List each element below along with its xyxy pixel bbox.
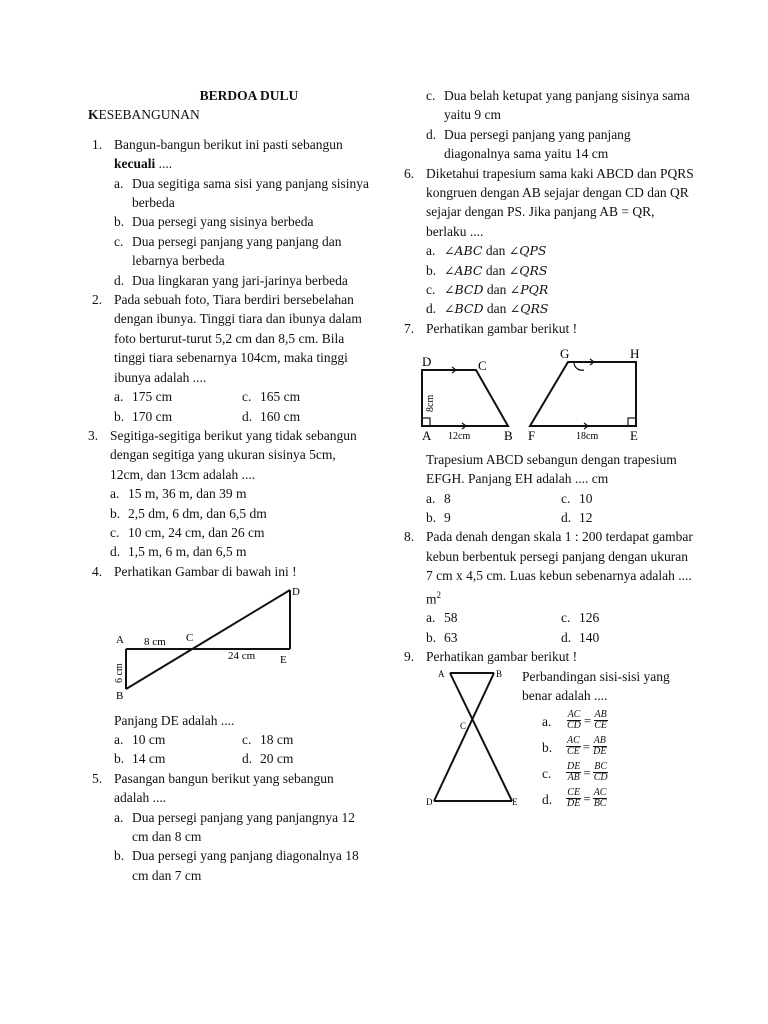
question-9-text: Perhatikan gambar berikut ! xyxy=(426,649,578,665)
question-1: 1. Bangun-bangun berikut ini pasti sebangun kecuali .... a. Dua segitiga sama sisi yang panjang sisinya berbeda b. Dua persegi yang sisinya berbeda c. Dua persegi panjang yang panjang dan lebarnya berbeda d. Dua lingkaran yang jari-jarinya berbeda xyxy=(92,135,370,290)
label-D: D xyxy=(422,354,432,370)
label-C: C xyxy=(478,358,487,374)
option-3b[interactable]: b. 2,5 dm, 6 dm, dan 6,5 dm xyxy=(110,505,267,521)
question-4-figure xyxy=(110,585,310,703)
label-ce: 24 cm xyxy=(228,650,256,663)
question-7: 7. Perhatikan gambar berikut ! D C A B F E G H 12cm 18cm 8cm Trapesium ABCD sebangun dengan trapesium EFGH. Panjang EH adalah .... cm a. 8 c. 10 b. 9 d. 12 xyxy=(404,319,696,527)
page-title: BERDOA DULU xyxy=(199,88,299,103)
question-7-question: Trapesium ABCD sebangun dengan trapesium EFGH. Panjang EH adalah .... cm xyxy=(426,451,677,487)
option-4a[interactable]: a. 10 cm xyxy=(114,731,166,747)
option-8c[interactable]: c. 126 xyxy=(561,610,600,626)
question-5-text: Pasangan bangun berikut yang sebangun adalah .... xyxy=(114,770,334,806)
label-fe: 18cm xyxy=(576,431,599,443)
question-6-text: Diketahui trapesium sama kaki ABCD dan PQRS kongruen dengan AB sejajar dengan CD dan QR sejajar dengan PS. Jika panjang AB = QR, berlaku .... xyxy=(426,165,694,239)
question-3-text: Segitiga-segitiga berikut yang tidak sebangun dengan segitiga yang ukuran sisinya 5cm, 12cm, dan 13cm adalah .... xyxy=(110,427,357,482)
label-D: D xyxy=(292,586,300,599)
label-A: A xyxy=(422,428,432,443)
question-9-figure xyxy=(426,667,526,813)
label-A: A xyxy=(116,634,124,647)
option-5b[interactable]: b. Dua persegi yang panjang diagonalnya 18 cm dan 7 cm xyxy=(114,848,359,883)
label-ac: 8 cm xyxy=(144,636,166,649)
question-8: 8. Pada denah dengan skala 1 : 200 terdapat gambar kebun berbentuk persegi panjang dengan ukuran 7 cm x 4,5 cm. Luas kebun sebenarnya adalah .... $m^2$ a. 58 c. 126 b. 63 d. 140 xyxy=(404,527,696,647)
question-9: 9. Perhatikan gambar berikut ! xyxy=(404,647,696,666)
option-7d[interactable]: d. 12 xyxy=(561,509,593,525)
question-7-text: Perhatikan gambar berikut ! xyxy=(426,320,578,336)
question-4-question: Panjang DE adalah .... xyxy=(114,712,235,728)
option-9d[interactable]: d. $\frac{CE}{DE}$ = $\frac{AC}{BC}$ xyxy=(542,786,607,809)
question-1-text: Bangun-bangun berikut ini pasti sebangun kecuali .... xyxy=(114,136,343,172)
option-7a[interactable]: a. 8 xyxy=(426,490,451,506)
question-1-options xyxy=(114,174,370,290)
question-5-continued xyxy=(404,86,696,164)
option-2a[interactable]: a. 175 cm xyxy=(114,389,173,405)
option-1c[interactable]: c. Dua persegi panjang yang panjang dan lebarnya berbeda xyxy=(114,233,342,269)
label-H: H xyxy=(630,346,640,362)
question-2: 2. Pada sebuah foto, Tiara berdiri bersebelahan dengan ibunya. Tinggi tiara dan ibunya dalam foto berturut-turut 5,2 cm dan 8,5 cm. Bila tinggi tiara sebenarnya 104cm, maka tinggi ibunya adalah .... a. 175 cm c. 165 cm b. 170 cm d. 160 cm xyxy=(92,290,370,426)
label-E: E xyxy=(512,796,518,807)
option-1d[interactable]: d. Dua lingkaran yang jari-jarinya berbeda xyxy=(114,272,348,288)
label-C: C xyxy=(186,632,194,645)
option-5c[interactable]: c. Dua belah ketupat yang panjang sisinya sama yaitu 9 cm xyxy=(426,88,690,123)
option-9a[interactable]: a. $\frac{AC}{CD}$ = $\frac{AB}{CE}$ xyxy=(542,708,608,731)
right-column xyxy=(404,86,696,827)
option-2d[interactable]: d. 160 cm xyxy=(242,408,301,424)
option-8b[interactable]: b. 63 xyxy=(426,629,458,645)
label-D: D xyxy=(426,796,433,807)
question-8-text: Pada denah dengan skala 1 : 200 terdapat gambar kebun berbentuk persegi panjang dengan ukuran 7 cm x 4,5 cm. Luas kebun sebenarnya adalah .... $m^2$ xyxy=(426,529,693,607)
label-C: C xyxy=(460,720,467,731)
option-8d[interactable]: d. 140 xyxy=(561,629,600,645)
option-2b[interactable]: b. 170 cm xyxy=(114,408,173,424)
option-9c[interactable]: c. $\frac{DE}{AB}$ = $\frac{BC}{CD}$ xyxy=(542,760,608,783)
label-B: B xyxy=(116,690,124,703)
option-4b[interactable]: b. 14 cm xyxy=(114,751,166,767)
option-6b[interactable]: b. ∠ABC dan ∠QRS xyxy=(426,262,548,278)
option-6d[interactable]: d. ∠BCD dan ∠QRS xyxy=(426,301,549,317)
label-B: B xyxy=(504,428,513,443)
option-9b[interactable]: b. $\frac{AC}{CE}$ = $\frac{AB}{DE}$ xyxy=(542,734,607,757)
question-2-text: Pada sebuah foto, Tiara berdiri bersebelahan dengan ibunya. Tinggi tiara dan ibunya dalam foto berturut-turut 5,2 cm dan 8,5 cm. Bila tinggi tiara sebenarnya 104cm, maka tinggi ibunya adalah .... xyxy=(114,292,362,385)
option-5a[interactable]: a. Dua persegi panjang yang panjangnya 12 cm dan 8 cm xyxy=(114,809,356,844)
label-F: F xyxy=(528,428,536,443)
option-1b[interactable]: b. Dua persegi yang sisinya berbeda xyxy=(114,214,314,230)
label-A: A xyxy=(438,668,445,679)
question-7-figure xyxy=(402,342,662,442)
question-4: 4. Perhatikan Gambar di bawah ini ! A B C D E 8 cm 24 cm 6 cm Panjang DE adalah .... a. 10 cm c. 18 cm b. 14 cm d. 20 cm xyxy=(92,562,370,769)
label-E: E xyxy=(280,654,287,667)
left-column xyxy=(88,86,370,885)
option-8a[interactable]: a. 58 xyxy=(426,610,458,626)
option-3c[interactable]: c. 10 cm, 24 cm, dan 26 cm xyxy=(110,524,265,540)
label-ab: 12cm xyxy=(448,431,471,443)
question-4-text: Perhatikan Gambar di bawah ini ! xyxy=(114,563,297,579)
option-6a[interactable]: a. ∠ABC dan ∠QPS xyxy=(426,243,547,259)
option-5d[interactable]: d. Dua persegi panjang yang panjang diagonalnya sama yaitu 14 cm xyxy=(426,126,631,162)
question-9-body xyxy=(404,667,696,827)
label-E: E xyxy=(630,428,638,443)
label-ad: 8cm xyxy=(425,395,436,413)
question-6: 6. Diketahui trapesium sama kaki ABCD dan PQRS kongruen dengan AB sejajar dengan CD dan QR sejajar dengan PS. Jika panjang AB = QR, berlaku .... a. ∠ABC dan ∠QPS b. ∠ABC dan ∠QRS c. ∠BCD dan ∠PQR d. ∠BCD dan ∠QRS xyxy=(404,164,696,319)
question-9-question: Perbandingan sisi-sisi yang benar adalah .... a. $\frac{AC}{CD}$ = $\frac{AB}{CE}$ b. $\frac{AC}{CE}$ = $\frac{AB}{DE}$ c. $\frac{DE}{AB}$ = $\frac{BC}{CD}$ d. $\frac{CE}{DE}$ = $\frac{AC}{BC}$ xyxy=(522,667,702,812)
option-7c[interactable]: c. 10 xyxy=(561,490,593,506)
page-subtitle: KESEBANGUNAN xyxy=(88,107,200,123)
option-4d[interactable]: d. 20 cm xyxy=(242,751,294,767)
option-6c[interactable]: c. ∠BCD dan ∠PQR xyxy=(426,282,549,298)
option-2c[interactable]: c. 165 cm xyxy=(242,389,301,405)
label-G: G xyxy=(560,346,570,362)
option-1a[interactable]: a. Dua segitiga sama sisi yang panjang sisinya berbeda xyxy=(114,175,369,211)
question-5: 5. Pasangan bangun berikut yang sebangun adalah .... a. Dua persegi panjang yang panjangnya 12 cm dan 8 cm b. Dua persegi yang panjang diagonalnya 18 cm dan 7 cm xyxy=(92,769,370,885)
option-3a[interactable]: a. 15 m, 36 m, dan 39 m xyxy=(110,486,247,502)
option-7b[interactable]: b. 9 xyxy=(426,509,451,525)
option-3d[interactable]: d. 1,5 m, 6 m, dan 6,5 m xyxy=(110,544,247,560)
option-4c[interactable]: c. 18 cm xyxy=(242,731,294,747)
label-B: B xyxy=(496,668,503,679)
label-ab: 6 cm xyxy=(114,663,125,684)
question-3: 3. Segitiga-segitiga berikut yang tidak sebangun dengan segitiga yang ukuran sisinya 5cm, 12cm, dan 13cm adalah .... a. 15 m, 36 m, dan 39 m b. 2,5 dm, 6 dm, dan 6,5 dm c. 10 cm, 24 cm, dan 26 cm d. 1,5 m, 6 m, dan 6,5 m xyxy=(88,426,370,562)
